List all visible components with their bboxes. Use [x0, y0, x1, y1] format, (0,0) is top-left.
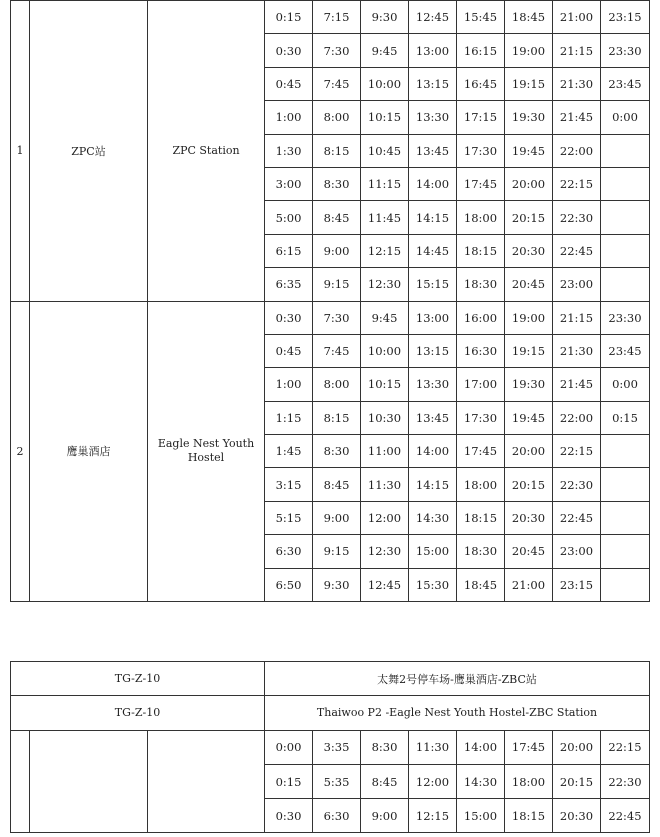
time-cell: 20:15	[505, 201, 553, 234]
time-cell: 9:30	[361, 1, 409, 34]
time-cell: 8:00	[313, 101, 361, 134]
time-cell: 14:15	[409, 468, 457, 501]
schedule-table-1	[10, 0, 650, 602]
route-name-en-cell: Thaiwoo P2 -Eagle Nest Youth Hostel-ZBC Station	[265, 696, 650, 730]
time-cell: 16:15	[457, 34, 505, 67]
time-cell: 8:15	[313, 401, 361, 434]
time-cell: 10:45	[361, 134, 409, 167]
time-cell: 11:30	[361, 468, 409, 501]
time-cell: 6:35	[265, 268, 313, 301]
time-cell: 23:30	[601, 301, 650, 334]
stop-index-cell: 1	[11, 1, 30, 302]
time-cell: 13:30	[409, 368, 457, 401]
time-cell	[601, 568, 650, 601]
stop-name-en-cell: Eagle Nest Youth Hostel	[148, 301, 265, 602]
time-cell: 13:00	[409, 34, 457, 67]
time-cell: 10:00	[361, 334, 409, 367]
time-cell: 20:00	[553, 730, 601, 764]
time-cell: 6:50	[265, 568, 313, 601]
time-cell: 1:00	[265, 101, 313, 134]
time-cell	[601, 167, 650, 200]
time-cell: 18:15	[457, 234, 505, 267]
time-cell: 7:30	[313, 34, 361, 67]
time-cell: 0:00	[265, 730, 313, 764]
stop-name-en-cell	[148, 730, 265, 833]
time-cell: 23:30	[601, 34, 650, 67]
time-cell: 14:30	[409, 501, 457, 534]
time-cell: 9:15	[313, 535, 361, 568]
schedule-table-1-body	[11, 1, 650, 602]
time-cell: 22:30	[553, 468, 601, 501]
time-cell: 8:30	[361, 730, 409, 764]
time-cell: 15:00	[457, 799, 505, 833]
time-cell	[601, 201, 650, 234]
time-cell: 7:45	[313, 67, 361, 100]
time-cell: 22:45	[601, 799, 650, 833]
time-cell: 20:00	[505, 167, 553, 200]
schedule-table-2-body	[11, 662, 650, 833]
time-cell: 18:30	[457, 268, 505, 301]
time-cell: 17:15	[457, 101, 505, 134]
time-cell: 21:45	[553, 101, 601, 134]
stop-name-cn-cell: 鹰巢酒店	[30, 301, 148, 602]
time-cell: 7:45	[313, 334, 361, 367]
time-cell: 9:00	[313, 501, 361, 534]
time-cell: 0:15	[265, 1, 313, 34]
time-cell: 9:45	[361, 34, 409, 67]
time-cell	[601, 468, 650, 501]
time-cell: 15:00	[409, 535, 457, 568]
time-cell	[601, 435, 650, 468]
time-cell: 6:15	[265, 234, 313, 267]
time-cell: 19:45	[505, 134, 553, 167]
time-cell: 22:00	[553, 401, 601, 434]
time-cell: 3:35	[313, 730, 361, 764]
time-cell: 17:45	[457, 167, 505, 200]
route-code-cell: TG-Z-10	[11, 662, 265, 696]
time-cell: 5:35	[313, 764, 361, 798]
time-cell: 20:45	[505, 535, 553, 568]
time-cell: 15:45	[457, 1, 505, 34]
time-cell: 23:45	[601, 67, 650, 100]
time-cell: 14:00	[409, 435, 457, 468]
time-cell: 0:15	[601, 401, 650, 434]
time-cell: 20:15	[553, 764, 601, 798]
time-cell: 17:45	[457, 435, 505, 468]
time-cell: 22:45	[553, 234, 601, 267]
time-cell: 1:00	[265, 368, 313, 401]
time-cell: 21:45	[553, 368, 601, 401]
time-cell: 22:15	[553, 435, 601, 468]
time-cell: 23:00	[553, 268, 601, 301]
time-cell: 9:00	[313, 234, 361, 267]
time-cell: 13:30	[409, 101, 457, 134]
time-cell: 16:45	[457, 67, 505, 100]
time-cell: 23:15	[601, 1, 650, 34]
route-code-cell: TG-Z-10	[11, 696, 265, 730]
time-cell: 0:45	[265, 334, 313, 367]
time-cell: 12:00	[409, 764, 457, 798]
time-cell: 22:45	[553, 501, 601, 534]
time-cell: 10:00	[361, 67, 409, 100]
time-cell: 18:00	[457, 468, 505, 501]
time-cell: 20:00	[505, 435, 553, 468]
time-cell: 0:00	[601, 368, 650, 401]
time-cell: 0:30	[265, 301, 313, 334]
time-cell: 8:30	[313, 167, 361, 200]
route-header-row-en	[11, 696, 650, 730]
time-cell: 16:00	[457, 301, 505, 334]
time-cell	[601, 268, 650, 301]
time-cell: 12:45	[409, 1, 457, 34]
time-cell: 9:30	[313, 568, 361, 601]
time-cell: 19:30	[505, 101, 553, 134]
time-cell: 20:30	[505, 501, 553, 534]
time-cell: 11:15	[361, 167, 409, 200]
time-cell: 13:15	[409, 67, 457, 100]
time-cell: 21:30	[553, 67, 601, 100]
time-cell: 9:15	[313, 268, 361, 301]
time-cell: 8:45	[313, 201, 361, 234]
time-cell: 13:15	[409, 334, 457, 367]
time-cell: 22:30	[601, 764, 650, 798]
time-cell: 12:00	[361, 501, 409, 534]
time-cell: 21:00	[505, 568, 553, 601]
time-cell: 12:30	[361, 535, 409, 568]
time-cell: 23:15	[553, 568, 601, 601]
time-cell: 7:15	[313, 1, 361, 34]
time-cell: 11:45	[361, 201, 409, 234]
time-cell: 12:15	[409, 799, 457, 833]
time-cell: 14:00	[457, 730, 505, 764]
time-cell: 18:45	[505, 1, 553, 34]
time-cell: 21:00	[553, 1, 601, 34]
time-cell: 18:15	[505, 799, 553, 833]
time-cell: 3:00	[265, 167, 313, 200]
time-cell: 11:30	[409, 730, 457, 764]
time-cell: 22:15	[601, 730, 650, 764]
route-header-row-cn	[11, 662, 650, 696]
route-name-cn-cell: 太舞2号停车场-鹰巢酒店-ZBC站	[265, 662, 650, 696]
time-cell: 18:15	[457, 501, 505, 534]
time-cell: 15:30	[409, 568, 457, 601]
time-cell: 21:15	[553, 34, 601, 67]
time-cell: 21:15	[553, 301, 601, 334]
time-cell: 10:15	[361, 368, 409, 401]
time-cell: 8:30	[313, 435, 361, 468]
time-cell: 5:00	[265, 201, 313, 234]
time-cell: 20:30	[505, 234, 553, 267]
time-cell: 11:00	[361, 435, 409, 468]
time-cell: 13:45	[409, 401, 457, 434]
time-cell: 1:15	[265, 401, 313, 434]
time-cell: 14:45	[409, 234, 457, 267]
time-cell: 0:45	[265, 67, 313, 100]
time-cell: 0:15	[265, 764, 313, 798]
time-cell: 15:15	[409, 268, 457, 301]
time-cell: 19:15	[505, 67, 553, 100]
time-cell: 20:45	[505, 268, 553, 301]
time-cell: 8:45	[313, 468, 361, 501]
stop-index-cell: 2	[11, 301, 30, 602]
time-cell: 6:30	[265, 535, 313, 568]
time-cell: 8:45	[361, 764, 409, 798]
time-cell: 19:00	[505, 34, 553, 67]
time-cell: 18:00	[457, 201, 505, 234]
schedule-row	[11, 1, 650, 34]
time-cell: 10:15	[361, 101, 409, 134]
time-cell: 9:00	[361, 799, 409, 833]
time-cell: 6:30	[313, 799, 361, 833]
time-cell: 18:45	[457, 568, 505, 601]
stop-name-cn-cell: ZPC站	[30, 1, 148, 302]
time-cell: 14:15	[409, 201, 457, 234]
time-cell: 12:30	[361, 268, 409, 301]
time-cell: 9:45	[361, 301, 409, 334]
time-cell: 3:15	[265, 468, 313, 501]
time-cell: 22:15	[553, 167, 601, 200]
time-cell: 17:30	[457, 134, 505, 167]
time-cell: 17:30	[457, 401, 505, 434]
time-cell: 22:00	[553, 134, 601, 167]
time-cell: 19:30	[505, 368, 553, 401]
time-cell: 10:30	[361, 401, 409, 434]
time-cell: 14:30	[457, 764, 505, 798]
stop-index-cell	[11, 730, 30, 833]
time-cell: 23:00	[553, 535, 601, 568]
time-cell: 12:45	[361, 568, 409, 601]
time-cell: 16:30	[457, 334, 505, 367]
time-cell: 23:45	[601, 334, 650, 367]
time-cell: 7:30	[313, 301, 361, 334]
schedule-row	[11, 301, 650, 334]
stop-name-cn-cell	[30, 730, 148, 833]
schedule-table-2	[10, 661, 650, 833]
time-cell: 17:00	[457, 368, 505, 401]
time-cell: 0:30	[265, 799, 313, 833]
time-cell: 5:15	[265, 501, 313, 534]
time-cell: 1:45	[265, 435, 313, 468]
time-cell: 8:00	[313, 368, 361, 401]
time-cell: 0:00	[601, 101, 650, 134]
time-cell: 14:00	[409, 167, 457, 200]
schedule-row	[11, 730, 650, 764]
time-cell	[601, 501, 650, 534]
time-cell	[601, 234, 650, 267]
time-cell: 0:30	[265, 34, 313, 67]
time-cell: 21:30	[553, 334, 601, 367]
time-cell: 18:00	[505, 764, 553, 798]
time-cell: 12:15	[361, 234, 409, 267]
time-cell: 20:15	[505, 468, 553, 501]
time-cell: 13:00	[409, 301, 457, 334]
time-cell	[601, 134, 650, 167]
time-cell: 22:30	[553, 201, 601, 234]
time-cell	[601, 535, 650, 568]
time-cell: 19:00	[505, 301, 553, 334]
time-cell: 8:15	[313, 134, 361, 167]
time-cell: 1:30	[265, 134, 313, 167]
stop-name-en-cell: ZPC Station	[148, 1, 265, 302]
time-cell: 20:30	[553, 799, 601, 833]
time-cell: 17:45	[505, 730, 553, 764]
time-cell: 13:45	[409, 134, 457, 167]
time-cell: 18:30	[457, 535, 505, 568]
time-cell: 19:45	[505, 401, 553, 434]
time-cell: 19:15	[505, 334, 553, 367]
